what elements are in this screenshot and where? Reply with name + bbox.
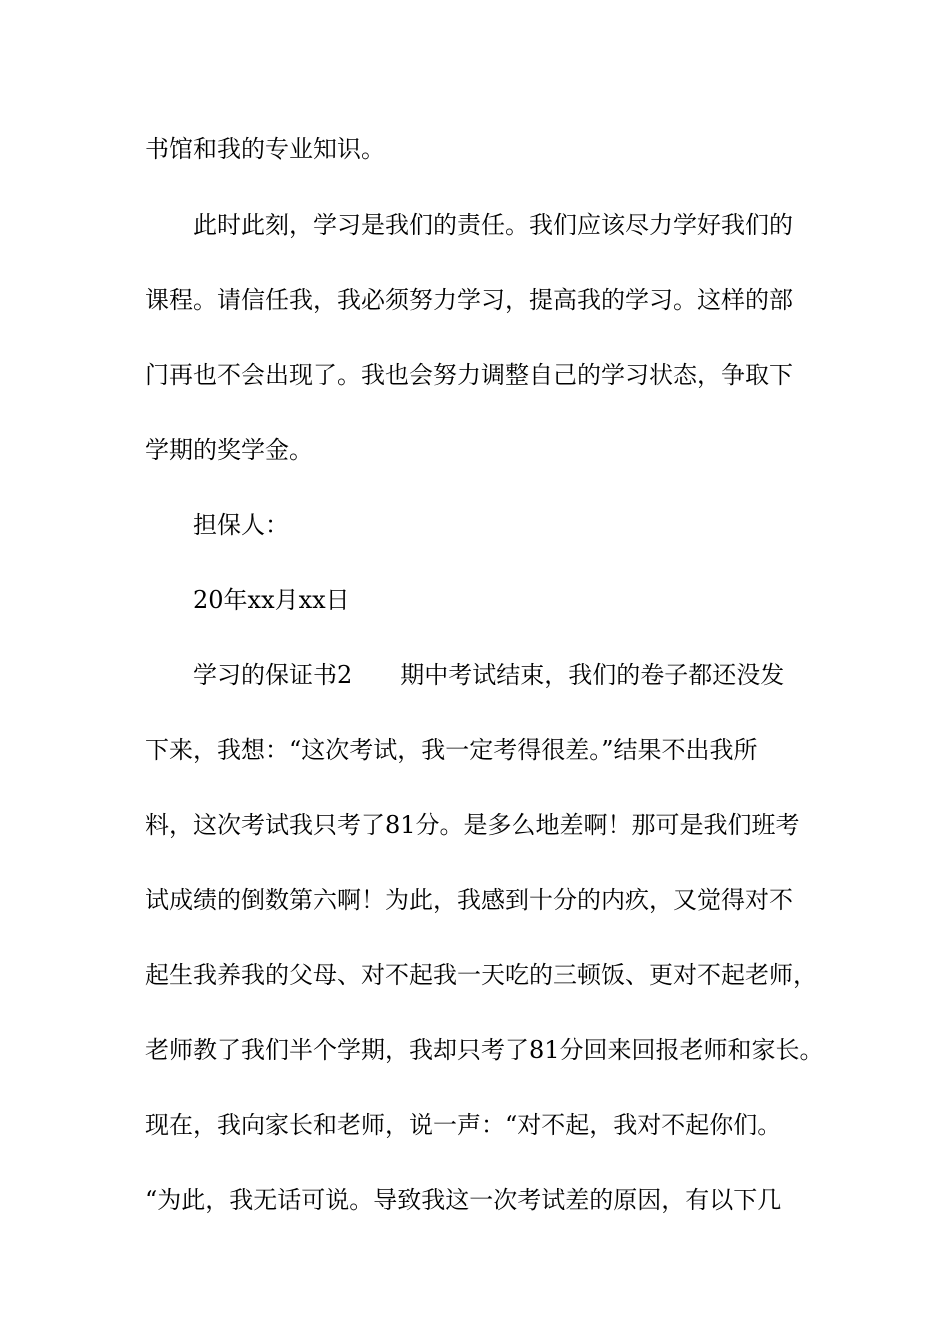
- text-line-12: 起生我养我的父母、对不起我一天吃的三顿饭、更对不起老师，: [145, 961, 817, 989]
- text-line-13: 老师教了我们半个学期，我却只考了81分回来回报老师和家长。: [145, 1036, 824, 1064]
- text-line-5: 学期的奖学金。: [145, 436, 313, 464]
- text-line-1: 书馆和我的专业知识。: [145, 135, 385, 163]
- text-line-14: 现在，我向家长和老师，说一声：“对不起，我对不起你们。: [145, 1111, 782, 1139]
- text-line-10: 料，这次考试我只考了81分。是多么地差啊！那可是我们班考: [145, 811, 800, 839]
- text-line-11: 试成绩的倒数第六啊！为此，我感到十分的内疚，又觉得对不: [145, 886, 793, 914]
- text-line-15: “为此，我无话可说。导致我这一次考试差的原因，有以下几: [145, 1186, 782, 1214]
- text-line-8: 学习的保证书2 期中考试结束，我们的卷子都还没发: [193, 661, 785, 689]
- text-line-6: 担保人：: [193, 511, 289, 539]
- text-line-9: 下来，我想：“这次考试，我一定考得很差。”结果不出我所: [145, 736, 758, 764]
- text-line-7: 20年xx月xx日: [193, 586, 350, 614]
- text-line-2: 此时此刻，学习是我们的责任。我们应该尽力学好我们的: [193, 211, 793, 239]
- text-line-3: 课程。请信任我，我必须努力学习，提高我的学习。这样的部: [145, 286, 793, 314]
- text-line-4: 门再也不会出现了。我也会努力调整自己的学习状态，争取下: [145, 361, 793, 389]
